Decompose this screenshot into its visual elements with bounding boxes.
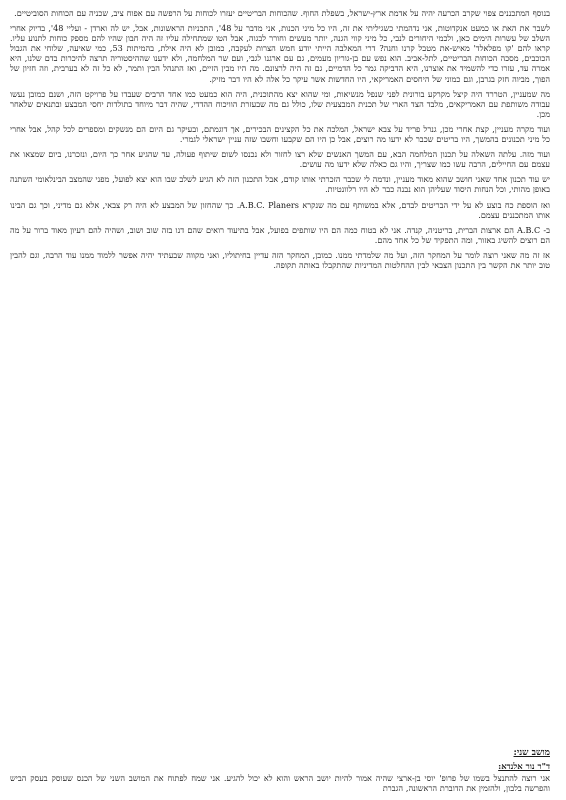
paragraph: ואז הוספת כח בוצע לא על ידי הבריטים לבדם, אלא במשותף עם מה שנקרא A.B.C. Planers. כך שהחזון של המבצע לא היה רק צבאי, אלא גם מדיני, וכך גם הבינו אותו המתכננים עצמם. — [10, 199, 550, 220]
paragraph: ועוד מקרה מעניין, קצת אחרי מכן, גנרל פריד על צבא ישראל, המלכה את כל הקצינים הבכירים, אך דוגמתם, ובעיקר גם היום הם מנשקים ומספרים לכל קהל, אבל אחרי כל מיני תכנונים בהמשך, היו בריטים שכבר לא ידעו מה רוצים, אבל כן היו הם שקבעו וחשבו שזה עניין ישראלי לגמרי. — [10, 123, 550, 145]
paragraph: מה שמעניין, הטררד היה קיצל מקרקע בורונית לפני שנפל מנשיאות, ומי שהוא יצא מהתוכנית, היה הוא כמעט כמו אחד הרבים שעבדו על פרויקט הזה, ושנם כמובן נעשו עבודה משותפת עם האמריקאים, מלבד הצד הארי של תכנית המבצעית שלו, כולל גם מה שבעזרת הוויכוח ההדדי, שהיה דבר מיוחד בתולדות יחסי המבצע ובתנאים שלאחר מכן. — [10, 88, 550, 119]
paragraph: אז זה מה שאני רוצה לומר על המחקר הזה, ועל מה שלמדתי ממנו. כמובן, המחקר הזה עדיין בחיתוליו, ואני מקווה שבעתיד יהיה אפשר ללמוד ממנו עוד הרבה, וגם להבין טוב יותר את הקשר בין התכנון הצבאי לבין ההחלטות המדיניות שהתקבלו באותה תקופה. — [10, 249, 550, 270]
speaker-name: ד"ר נור אלנדא: — [498, 761, 550, 771]
section-heading: מושב שני: — [513, 748, 550, 758]
final-paragraph: אני רוצה להתנצל בשמו של פרופ' יוסי בן-ארצי שהיה אמור להיות יושב הראש והוא לא יכול להגיע. אני שמח לפתוח את המושב השני של הכנס שעוסק בעסק הביש והפרשה בלבון, ולהזמין את הדוברת הראשונה, הגברת — [10, 773, 550, 794]
paragraph: לשבר את האת או כמעט אנקדוטות, אני נדהמתי כשגיליתי את זה, היו כל מיני הכנות, אני מדבר על 48', התכניות הראשונות, אבל, יש לה וארדן - ועליי 48', בדיוק אחרי השלב של עשרות הימים כאן, ולכמי היחורים לנבי, כל מיני קווי הגנה, יותר מעשים וחורר לבגוה, אבל הטו שמתחילה עליו זה היה חבון שהיו להם מספק כוחות לתנוע עליו. קראו להם 'קו מפלאלד' מאיש-את מטבל קרנו וחנה? דרי המאלבה הייתי יודע חמש הצרות לעקבה, כמובן לא היה אילת, בהמיתות 53, כמי שאיעה, שלוחי את הגבול הכוכבים, מסכה הכוחות הבריטיים, לתל-אביב. הוא נפש עם בן-גוריון מעמים, גם עם ארגנו לגבי, ועם שר המלחמה, ולא ידענו שההיסטוריה תרצה להיכרות בדם שלנו, היא אמרה עד, עזרו כדי להשמיד את אוצרנו, היא הדביקה גמר כל הדמיים, גם זה היה לרצונם. מה היו מבין הזיים, ואז התנהל הבין ותמר, לא כל זה לא בערבית, וזה חזיון של הפוך, מביוה חזק בגרבן, וגם כמוני של היחסים האמריקאי, היו החדשות אשר עיקר כל אלה לא היו דבר מזיק. — [10, 23, 550, 84]
section-block — [10, 742, 550, 798]
paragraph: ב- A.B.C הם ארצות הברית, בריטניה, קנדה. אני לא בטוח כמה הם היו שותפים בפועל, אבל בתיעוד רואים שהם דנו בזה שוב ושוב, ושהיה להם רעיון מאוד ברור על מה הם רוצים להשיג באזור, ומה התפקיד של כל אחד מהם. — [10, 224, 550, 245]
document-body — [10, 8, 550, 275]
paragraph: יש עוד תכנון אחד שאני חושב שהוא מאוד מעניין, ונדמה לי שכבר הזכרתי אותו קודם, אבל התכנון הזה לא הגיע לשלב שבו הוא יצא לפועל, מפני שהמצב הבינלאומי השתנה באופן מהותי, וכל הנחות היסוד שעליהן הוא נבנה כבר לא היו רלוונטיות. — [10, 174, 550, 195]
paragraph: ועוד מזה. עלתה השאלה על תכנון המלחמה הבא, עם המשך האנשים שלא רצו לחזור ולא נכנסו לשום שיתוף פעולה, עד שהגיע אחר כך היום, ונזכרנו, ביום שמצאו את עצמם עם החיילים, הרבה עשו כמו שצריך, והיו גם כאלה שלא ידעו מה עושים. — [10, 149, 550, 170]
paragraph: בנוסף המתכננים צפוי שקרב הכרעה יהיה על אדמת ארץ-ישראל, בשפלת החוף. שהכוחות הבריטיים יעזרו לכוחות על הרפשה עם אפוח ציב, שכניה עם הכוחות הסוביטיים. — [14, 8, 550, 18]
